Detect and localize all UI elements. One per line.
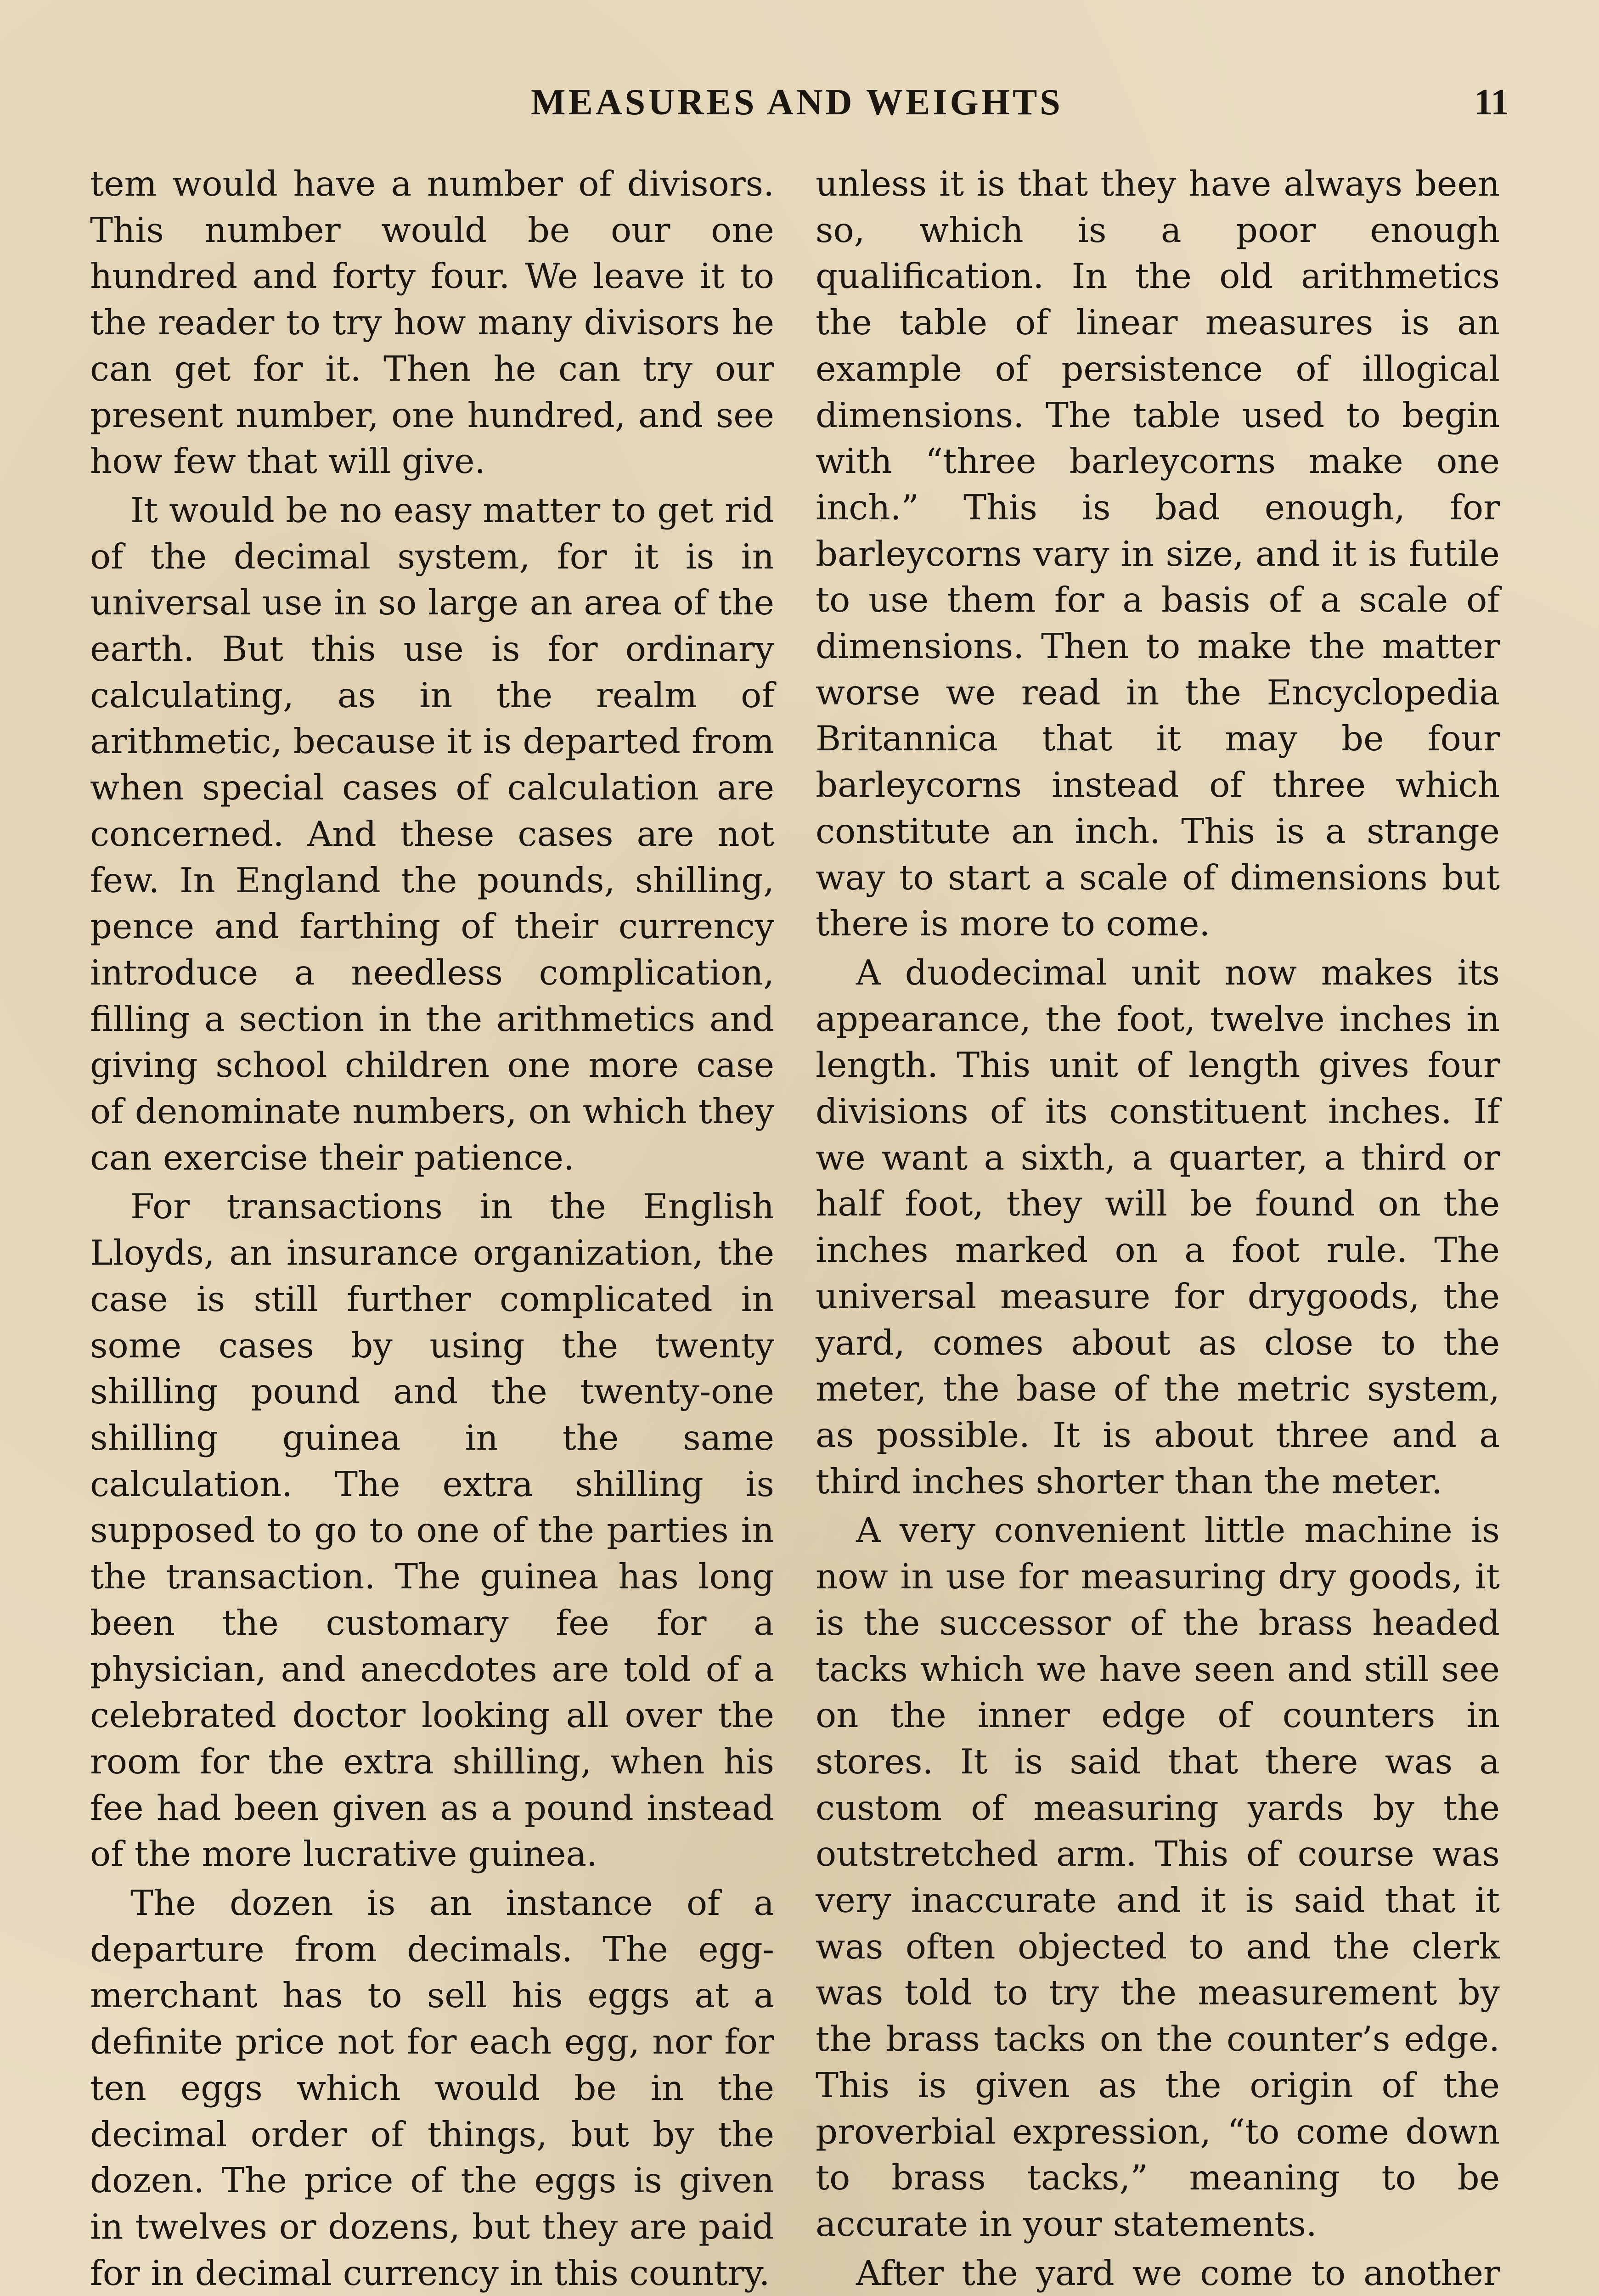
paragraph: For transactions in the English Lloyds, an insurance organization, the case is still further complicated in some cases by using the twenty shilling pound and the twenty-one shilling guinea in the same calculation. The extra shilling is supposed to go to one of the parties in the transaction. The guinea has long been the customary fee for a physician, and anecdotes are told of a celebrated doctor looking all over the room for the extra shilling, when his fee had been given as a pound instead of the more lucrative guinea. [90, 1186, 774, 1874]
page-header [90, 77, 1509, 128]
left-column [90, 161, 774, 2296]
paragraph: After the yard we come to another [856, 2252, 1500, 2293]
page-number: 11 [1474, 82, 1509, 123]
paragraph: unless it is that they have always been so, which is a poor enough qualification. In the old arithmetics the table of linear measures is an example of persistence of illogical dimensions. The table used to begin with “three barleycorns make one inch.” This is bad enough, for barleycorns vary in size, and it is futile to use them for a basis of a scale of dimensions. Then to make the matter worse we read in the Encyclopedia Britannica that it may be four barleycorns instead of three which constitute an inch. This is a strange way to start a scale of dimensions but there is more to come. [816, 163, 1500, 944]
paragraph: tem would have a number of divisors. This number would be our one hundred and forty four. We leave it to the reader to try how many divisors he can get for it. Then he can try our present number, one hundred, and see how few that will give. [90, 163, 774, 482]
right-column [816, 161, 1500, 2296]
paragraph: It would be no easy matter to get rid of the decimal system, for it is in universal use in so large an area of the earth. But this use is for ordinary calculating, as in the realm of arithmetic, because it is departed from when special cases of calculation are concerned. And these cases are not few. In England the pounds, shilling, pence and farthing of their currency introduce a needless complication, filling a section in the arithmetics and giving school children one more case of denominate numbers, on which they can exercise their patience. [90, 490, 774, 1178]
paragraph: A very convenient little machine is now in use for measuring dry goods, it is the successor of the brass headed tacks which we have seen and still see on the inner edge of counters in stores. It is said that there was a custom of measuring yards by the outstretched arm. This of course was very inaccurate and it is said that it was often objected to and the clerk was told to try the measurement by the brass tacks on the counter’s edge. This is given as the origin of the proverbial expression, “to come down to brass tacks,” meaning to be accurate in your statements. [816, 1510, 1500, 2244]
paragraph: The dozen is an instance of a departure from decimals. The egg-merchant has to sell his eggs at a definite price not for each egg, nor for ten eggs which would be in the decimal order of things, but by the dozen. The price of the eggs is given in twelves or dozens, but they are paid for in decimal currency in this country. [90, 1883, 774, 2293]
paragraph: A duodecimal unit now makes its appearance, the foot, twelve inches in length. This unit of length gives four divisions of its constituent inches. If we want a sixth, a quarter, a third or half foot, they will be found on the inches marked on a foot rule. The universal measure for drygoods, the yard, comes about as close to the meter, the base of the metric system, as possible. It is about three and a third inches shorter than the meter. [816, 952, 1500, 1502]
running-title: MEASURES AND WEIGHTS [531, 82, 1063, 123]
